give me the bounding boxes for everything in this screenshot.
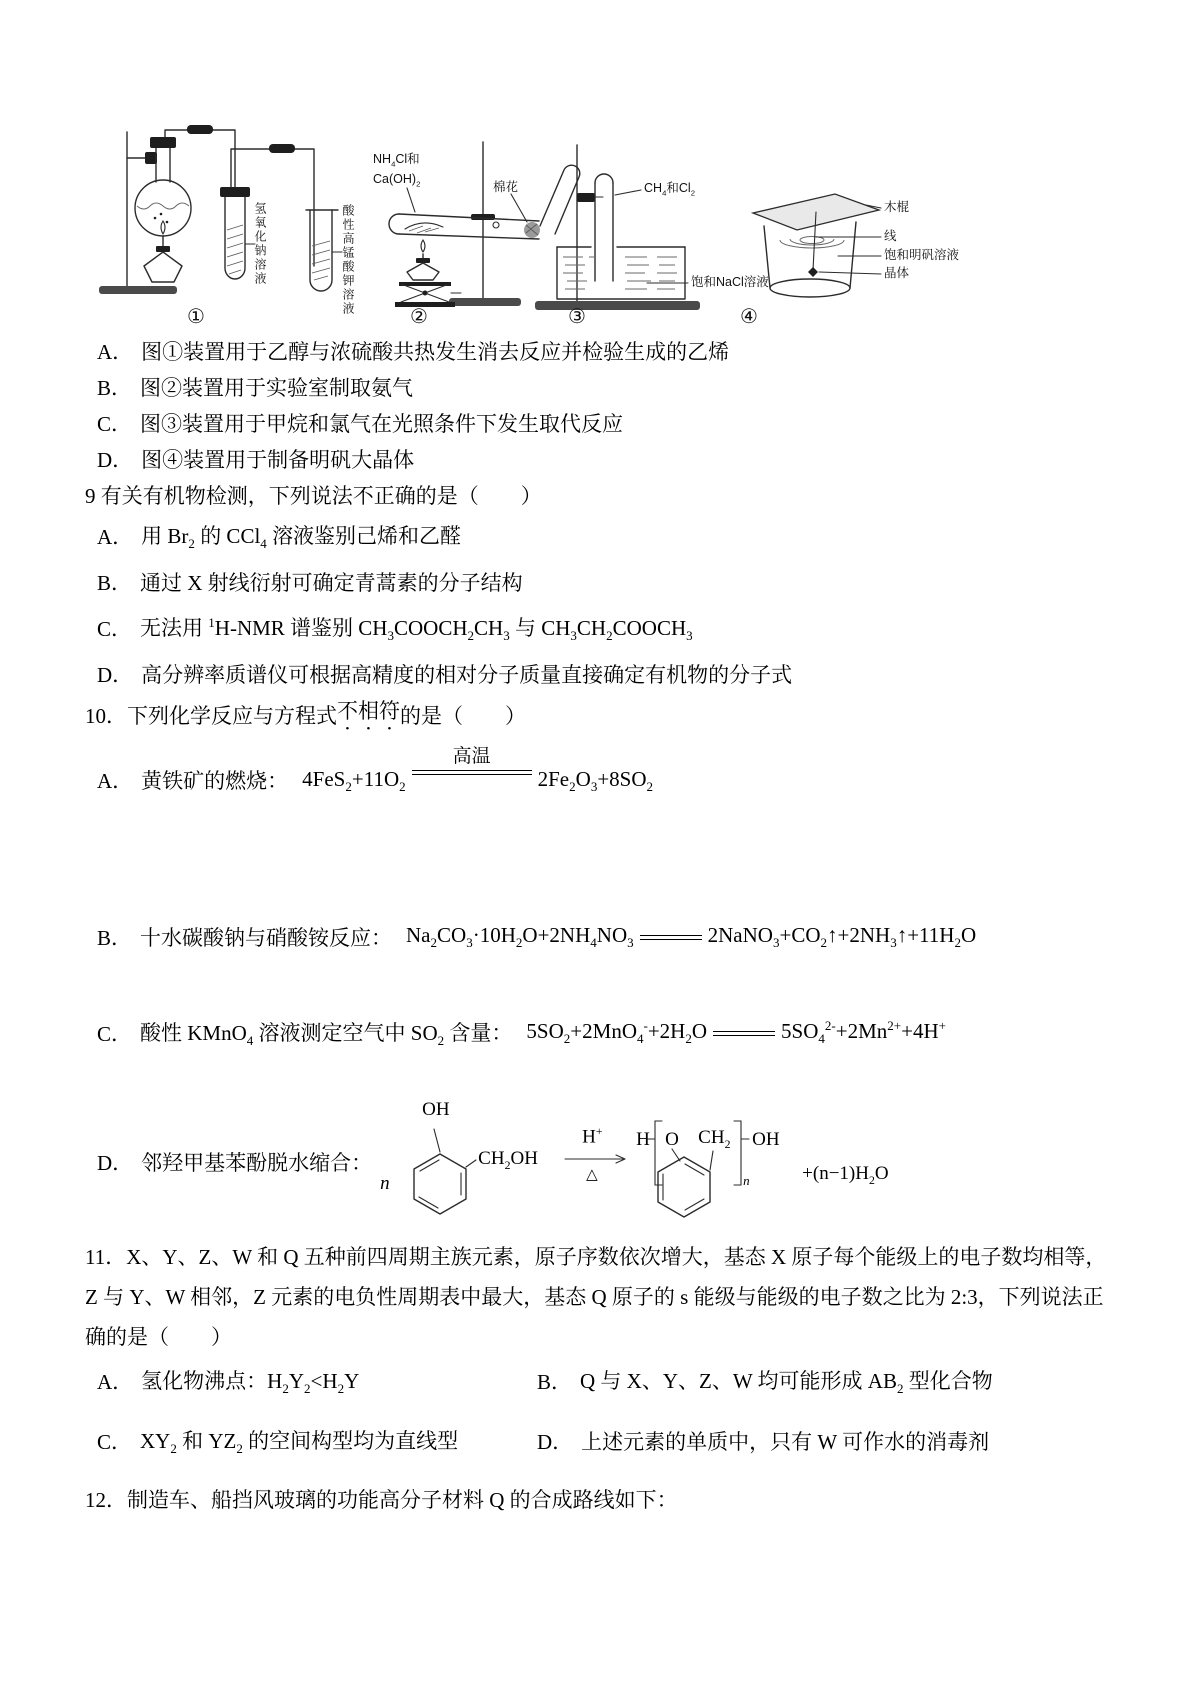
- q12-stem: 12．制造车、船挡风玻璃的功能高分子材料 Q 的合成路线如下：: [85, 1488, 678, 1512]
- q10-option-b: [85, 915, 1115, 959]
- q10-stem: [85, 697, 1115, 733]
- gas-leader-line: [615, 190, 641, 195]
- q8-option-c: [85, 405, 1115, 441]
- apparatus-1-ethylene-setup: [85, 118, 380, 318]
- kmno4-solution-label: 酸性高锰酸钾溶液: [341, 204, 355, 316]
- q10-stem-pre: 10．下列化学反应与方程式: [85, 704, 337, 728]
- crystal-label: 晶体: [884, 266, 910, 280]
- option-key: D．: [97, 1151, 134, 1175]
- methane-chlorine-label: $CH_4$和$Cl_2$: [644, 181, 695, 198]
- crystal-seed: [808, 267, 818, 277]
- ripples: [780, 237, 844, 249]
- delivery-tube-1: [165, 125, 235, 190]
- figure-3-number: ③: [568, 306, 586, 328]
- q11-options-row1: [85, 1363, 1115, 1399]
- option-key: A．: [97, 1370, 134, 1394]
- q8-option-a: [85, 333, 1115, 369]
- double-line-equals: [640, 935, 702, 940]
- wooden-stick-label: 木棍: [884, 200, 910, 214]
- figure-2-number: ②: [410, 306, 428, 328]
- reagent-label: [373, 152, 420, 191]
- question-9: [85, 477, 1115, 697]
- iron-stand: [99, 132, 177, 294]
- option-key: B．: [97, 376, 133, 400]
- apparatus-4-drawing: [740, 168, 1115, 308]
- q9-option-b: [85, 559, 1115, 605]
- q9-option-c: [85, 605, 1115, 651]
- polymerization-scheme: [382, 1087, 942, 1237]
- option-text: 氢化物沸点：$H_2Y_2<H_2Y$: [141, 1368, 360, 1397]
- reaction-description: 邻羟甲基苯酚脱水缩合：: [141, 1151, 373, 1175]
- option-text: 图④装置用于制备明矾大晶体: [141, 448, 415, 472]
- iron-stand: [535, 145, 700, 310]
- alcohol-lamp: [144, 221, 182, 282]
- option-key: A．: [97, 769, 134, 793]
- ether-o-label: O: [665, 1129, 679, 1150]
- reagent-label-line2: $Ca(OH)_2$: [373, 171, 421, 188]
- repeat-subscript-n: n: [743, 1173, 750, 1188]
- question-10: [85, 697, 1115, 1237]
- q9-option-d: [85, 651, 1115, 697]
- q11-option-a: [85, 1363, 525, 1399]
- figure-4-number: ④: [740, 306, 758, 328]
- option-key: C．: [97, 412, 133, 436]
- option-text: 用 $Br_2$ 的 CCl$_4$ 溶液鉴别己烯和乙醛: [141, 523, 462, 552]
- h-plus-condition: H+: [582, 1125, 603, 1148]
- option-key: D．: [97, 448, 134, 472]
- option-text: 高分辨率质谱仪可根据高精度的相对分子质量直接确定有机物的分子式: [141, 663, 793, 687]
- q11-option-b: [525, 1363, 993, 1399]
- equation-left: $5SO_2+2MnO_4^-+2H_2O$: [526, 1018, 708, 1047]
- option-key: A．: [97, 525, 134, 549]
- alum-solution-label: 饱和明矾溶液: [884, 248, 960, 262]
- equals-with-condition: [412, 745, 532, 777]
- reactant-benzene-ring: [414, 1129, 476, 1214]
- figure-row: [85, 118, 1115, 333]
- q10-option-a: [85, 745, 1115, 803]
- apparatus-4-crystal-setup: [740, 168, 1115, 308]
- q11-option-c: [85, 1423, 525, 1459]
- q10-stem-emphasis: 不相符: [337, 699, 400, 723]
- apparatus-1-drawing: [85, 118, 380, 318]
- q10-option-d-structure: [382, 1087, 942, 1237]
- q11-option-d: [525, 1423, 989, 1459]
- condition-label: 高温: [452, 745, 491, 767]
- q8-option-d: [85, 441, 1115, 477]
- hydroxymethyl-label: $CH_2OH$: [478, 1148, 538, 1172]
- thread-label: 线: [884, 229, 897, 243]
- reagent-label-line1: $NH_4Cl$和: [373, 152, 420, 169]
- product-benzene-ring: [658, 1157, 710, 1217]
- inverted-test-tube: [595, 174, 613, 281]
- cotton-label: 棉花: [493, 180, 519, 194]
- alcohol-lamp: [407, 240, 439, 280]
- q9-stem: 9 有关有机物检测，下列说法不正确的是（ ）: [85, 484, 542, 508]
- double-line-equals: [412, 770, 532, 775]
- option-key: C．: [97, 1430, 133, 1454]
- question-8-options: [85, 333, 1115, 477]
- option-text: 上述元素的单质中，只有 W 可作水的消毒剂: [581, 1430, 990, 1454]
- option-key: B．: [97, 571, 133, 595]
- naoh-solution-label: 氢氧化钠溶液: [253, 202, 267, 286]
- apparatus-3-drawing: [525, 133, 775, 318]
- test-tube-kmno4: [306, 210, 342, 291]
- beaker: [764, 222, 856, 297]
- question-11: [85, 1237, 1115, 1459]
- ch2-label: $CH_2$: [698, 1127, 731, 1151]
- option-key: D．: [537, 1430, 574, 1454]
- reaction-test-tube: [389, 214, 539, 239]
- nacl-solution-label: 饱和NaCl溶液: [691, 275, 769, 289]
- q9-option-a: [85, 513, 1115, 559]
- option-text: 图②装置用于实验室制取氨气: [140, 376, 414, 400]
- q10-stem-post: 的是（ ）: [400, 704, 526, 728]
- delivery-tube-2: [231, 144, 314, 266]
- lab-jack: [395, 282, 461, 307]
- test-tube-naoh: [220, 187, 255, 279]
- apparatus-3-substitution-setup: [525, 133, 775, 318]
- option-key: B．: [537, 1370, 573, 1394]
- reaction-arrow: [565, 1155, 625, 1163]
- option-key: D．: [97, 663, 134, 687]
- hydroxyl-label: OH: [422, 1099, 450, 1120]
- figure-1-number: ①: [187, 306, 205, 328]
- water-byproduct: $+(n-1)H_2O$: [802, 1163, 889, 1187]
- q10-option-d: [85, 1087, 1115, 1237]
- q11-options-row2: [85, 1423, 1115, 1459]
- reaction-description: 酸性 KMnO$_4$ 溶液测定空气中 $SO_2$ 含量：: [140, 1020, 513, 1049]
- option-text: Q 与 X、Y、Z、W 均可能形成 $AB_2$ 型化合物: [580, 1368, 993, 1397]
- q8-option-b: [85, 369, 1115, 405]
- q11-stem: 11．X、Y、Z、W 和 Q 五种前四周期主族元素，原子序数依次增大，基态 X 原子每个能级上的电子数均相等，Z 与 Y、W 相邻，Z 元素的电负性周期表中最大，基态 Q 原子的 s 能级与能级的电子数之比为 2:3，下列说法正确的是（ ）: [85, 1245, 1107, 1349]
- beaker: [557, 247, 685, 299]
- heat-triangle: △: [586, 1167, 598, 1183]
- option-key: C．: [97, 1022, 133, 1046]
- equation-right: $2NaNO_3+CO_2↑+2NH_3↑+11H_2O$: [707, 922, 977, 951]
- option-text: 无法用 $^1$H-NMR 谱鉴别 $CH_3COOCH_2CH_3$ 与 $CH_3CH_2COOCH_3$: [140, 614, 693, 644]
- crystal-leader-line: [819, 272, 881, 274]
- option-text: 图③装置用于甲烷和氯气在光照条件下发生取代反应: [140, 412, 624, 436]
- option-text: 图①装置用于乙醇与浓硫酸共热发生消去反应并检验生成的乙烯: [141, 340, 730, 364]
- equation-left: $4FeS_2+11O_2$: [302, 766, 406, 794]
- option-text: $XY_2$ 和 $YZ_2$ 的空间构型均为直线型: [140, 1428, 459, 1457]
- coefficient-n: n: [380, 1173, 390, 1194]
- double-line-equals: [713, 1031, 775, 1036]
- option-text: 通过 X 射线衍射可确定青蒿素的分子结构: [140, 571, 523, 595]
- equation-right: $5SO_4^{2-}+2Mn^{2+}+4H^+$: [781, 1018, 946, 1047]
- option-key: A．: [97, 340, 134, 364]
- reaction-description: 黄铁矿的燃烧：: [141, 769, 289, 793]
- end-h-label: H: [636, 1129, 650, 1150]
- equation-right: $2Fe_2O_3+8SO_2$: [537, 766, 654, 794]
- equation-left: $Na_2CO_3\cdot 10H_2O+2NH_4NO_3$: [406, 922, 634, 951]
- end-oh-label: OH: [752, 1129, 780, 1150]
- option-key: C．: [97, 617, 133, 641]
- q10-option-c: [85, 1011, 1115, 1055]
- reagent-leader-line: [407, 188, 415, 212]
- reaction-description: 十水碳酸钠与硝酸铵反应：: [140, 926, 393, 950]
- iron-stand: [449, 142, 521, 306]
- option-key: B．: [97, 926, 133, 950]
